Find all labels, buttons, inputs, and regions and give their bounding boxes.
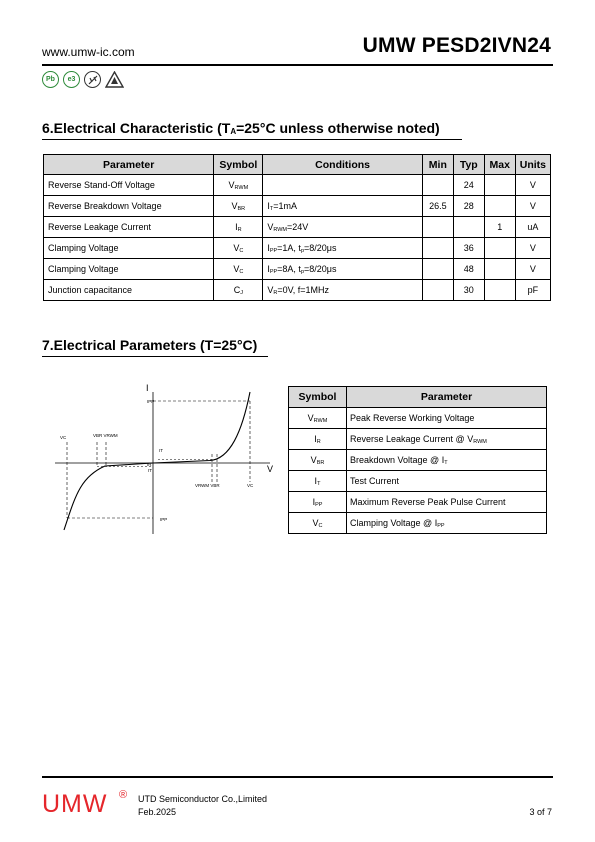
condition-text: =0V, f=1MHz <box>277 284 330 295</box>
cell-min <box>422 259 453 280</box>
cell-typ: 24 <box>453 175 484 196</box>
cell-symbol <box>289 513 347 534</box>
table-row <box>44 175 551 196</box>
table-row <box>44 238 551 259</box>
cell-symbol <box>214 259 263 280</box>
symbol-sub: RWM <box>313 417 328 424</box>
parameter-ref-sub: T <box>444 459 448 466</box>
table-row <box>289 492 547 513</box>
cell-symbol <box>214 280 263 301</box>
cell-conditions <box>263 238 423 259</box>
cell-min <box>422 280 453 301</box>
condition-sub: p <box>300 268 304 275</box>
header-units: Units <box>515 155 550 175</box>
cell-parameter: Clamping Voltage <box>44 259 214 280</box>
cell-min: 26.5 <box>422 196 453 217</box>
table-row <box>289 450 547 471</box>
cell-parameter <box>347 492 547 513</box>
cell-units: V <box>515 175 550 196</box>
section-6-underline <box>42 139 462 140</box>
symbol-main: V <box>228 179 235 190</box>
header-rule <box>42 64 553 66</box>
header-conditions: Conditions <box>263 155 423 175</box>
symbol-main: V <box>233 242 240 253</box>
cell-min <box>422 238 453 259</box>
vc-right-label: VC <box>247 483 254 488</box>
symbol-main: V <box>231 200 238 211</box>
cell-conditions <box>263 259 423 280</box>
condition-text: V <box>267 284 274 295</box>
symbol-sub: BR <box>316 459 325 466</box>
symbol-sub: C <box>318 522 323 529</box>
cell-parameter <box>347 513 547 534</box>
table-row <box>44 259 551 280</box>
symbol-sub: R <box>237 226 242 233</box>
symbol-sub: J <box>240 289 243 296</box>
cell-parameter: Junction capacitance <box>44 280 214 301</box>
parameter-ref-sub: RWM <box>473 438 487 445</box>
cell-max <box>484 259 515 280</box>
parameter-ref: V <box>467 433 474 444</box>
parameter-text: Maximum Reverse Peak Pulse Current <box>350 497 506 507</box>
parameter-text: Test Current <box>350 476 400 486</box>
symbol-main: I <box>312 496 316 507</box>
cell-symbol <box>214 217 263 238</box>
header-max: Max <box>484 155 515 175</box>
parameter-ref: I <box>441 454 445 465</box>
symbol-main: I <box>314 433 317 444</box>
condition-text: =8A, t <box>277 263 301 274</box>
cell-min <box>422 175 453 196</box>
condition-text: I <box>267 263 270 274</box>
header-symbol: Symbol <box>214 155 263 175</box>
v-axis-label: V <box>267 464 274 474</box>
table-row <box>289 471 547 492</box>
company-name: UTD Semiconductor Co.,Limited <box>138 794 268 804</box>
cell-symbol <box>289 429 347 450</box>
symbol-main: V <box>233 263 240 274</box>
cell-parameter: Reverse Leakage Current <box>44 217 214 238</box>
cell-conditions <box>263 175 423 196</box>
cell-symbol <box>289 492 347 513</box>
symbol-main: I <box>235 221 238 232</box>
condition-sub: p <box>300 247 304 254</box>
ipp-bottom-label: IPP <box>160 517 168 522</box>
table-row <box>44 280 551 301</box>
table-header-row <box>289 387 547 408</box>
cell-parameter: Clamping Voltage <box>44 238 214 259</box>
iv-characteristic-diagram <box>50 382 286 542</box>
symbol-sub: RWM <box>234 184 249 191</box>
cell-max <box>484 280 515 301</box>
table-row <box>289 429 547 450</box>
symbol-sub: PP <box>315 501 323 508</box>
registered-mark: ® <box>119 789 128 801</box>
header-symbol: Symbol <box>289 387 347 408</box>
cell-parameter: Reverse Breakdown Voltage <box>44 196 214 217</box>
cell-symbol <box>214 196 263 217</box>
condition-sub: RWM <box>273 226 287 233</box>
cell-typ: 36 <box>453 238 484 259</box>
condition-text: =8/20μs <box>304 263 337 274</box>
symbol-main: V <box>310 454 317 465</box>
cell-parameter <box>347 408 547 429</box>
condition-text: I <box>267 242 270 253</box>
condition-sub: PP <box>269 268 278 275</box>
cell-units: pF <box>515 280 550 301</box>
table-row <box>289 408 547 429</box>
header-parameter: Parameter <box>347 387 547 408</box>
release-date: Feb.2025 <box>138 807 177 817</box>
cell-units: V <box>515 196 550 217</box>
vrwm-vbr-label: VRWM VBR <box>195 483 220 488</box>
symbol-main: V <box>307 412 314 423</box>
lead-free-icon: Pb <box>42 71 59 88</box>
condition-text: =8/20μs <box>304 242 337 253</box>
condition-sub: PP <box>269 247 278 254</box>
vbr-vrwm-label: VBR VRWM <box>93 433 118 438</box>
cell-parameter <box>347 471 547 492</box>
symbol-sub: R <box>316 438 321 445</box>
website-url[interactable]: www.umw-ic.com <box>42 45 135 59</box>
cell-parameter <box>347 450 547 471</box>
section-7-underline <box>42 356 268 357</box>
condition-text: I <box>267 200 270 211</box>
cell-typ: 48 <box>453 259 484 280</box>
parameter-text: Clamping Voltage @ <box>350 517 435 528</box>
cell-typ <box>453 217 484 238</box>
cell-max: 1 <box>484 217 515 238</box>
condition-text: V <box>267 221 274 232</box>
cell-typ: 28 <box>453 196 484 217</box>
cell-conditions <box>263 280 423 301</box>
cell-symbol <box>289 408 347 429</box>
condition-text: =24V <box>286 221 309 232</box>
table-row <box>289 513 547 534</box>
condition-sub: T <box>269 205 274 212</box>
condition-text: =1A, t <box>277 242 301 253</box>
cell-units: uA <box>515 217 550 238</box>
umw-logo: UMW <box>42 790 108 818</box>
compliance-icons <box>42 71 124 88</box>
electrical-characteristics-table <box>43 154 551 301</box>
cell-symbol <box>289 450 347 471</box>
parameter-symbol-table <box>288 386 547 534</box>
vc-left-label: VC <box>60 435 67 440</box>
parameter-text: Peak Reverse Working Voltage <box>350 413 475 423</box>
cell-units: V <box>515 238 550 259</box>
cell-symbol <box>214 238 263 259</box>
page-number: 3 of 7 <box>529 807 552 817</box>
table-row <box>44 217 551 238</box>
parameter-text: Reverse Leakage Current @ <box>350 433 468 444</box>
cell-max <box>484 238 515 259</box>
symbol-main: C <box>233 284 241 295</box>
section-7-title: 7.Electrical Parameters (T=25°C) <box>42 337 258 353</box>
cell-min <box>422 217 453 238</box>
it-top-label: IT <box>159 448 163 453</box>
parameter-ref: I <box>434 517 438 528</box>
symbol-sub: C <box>239 247 244 254</box>
iv-curve <box>64 392 250 530</box>
header-min: Min <box>422 155 453 175</box>
cell-parameter <box>347 429 547 450</box>
symbol-sub: C <box>239 268 244 275</box>
header-typ: Typ <box>453 155 484 175</box>
part-number: UMW PESD2IVN24 <box>362 34 551 57</box>
footer-rule <box>42 776 553 778</box>
table-row <box>44 196 551 217</box>
cell-conditions <box>263 196 423 217</box>
symbol-main: V <box>312 517 319 528</box>
condition-text: =1mA <box>273 200 297 211</box>
symbol-main: I <box>314 475 318 486</box>
cell-typ: 30 <box>453 280 484 301</box>
esd-sensitive-icon <box>105 71 124 88</box>
cell-conditions <box>263 217 423 238</box>
cell-max <box>484 175 515 196</box>
symbol-sub: BR <box>237 205 246 212</box>
i-axis-label: I <box>146 383 149 393</box>
cell-symbol <box>214 175 263 196</box>
parameter-text: Breakdown Voltage @ <box>350 454 442 465</box>
section-6-title: 6.Electrical Characteristic ($T_A=25^\circ C$ unless otherwise noted) <box>42 120 440 136</box>
parameter-ref-sub: PP <box>437 522 445 529</box>
rohs-icon <box>84 71 101 88</box>
ipp-top-label: IPP <box>147 399 155 404</box>
cell-units: V <box>515 259 550 280</box>
cell-parameter: Reverse Stand-Off Voltage <box>44 175 214 196</box>
symbol-sub: T <box>317 480 321 487</box>
ir-label: IR <box>147 462 152 467</box>
cell-max <box>484 196 515 217</box>
header-parameter: Parameter <box>44 155 214 175</box>
e3-icon: e3 <box>63 71 80 88</box>
it-bottom-label: IT <box>148 468 152 473</box>
condition-sub: R <box>273 289 278 296</box>
cell-symbol <box>289 471 347 492</box>
table-header-row <box>44 155 551 175</box>
